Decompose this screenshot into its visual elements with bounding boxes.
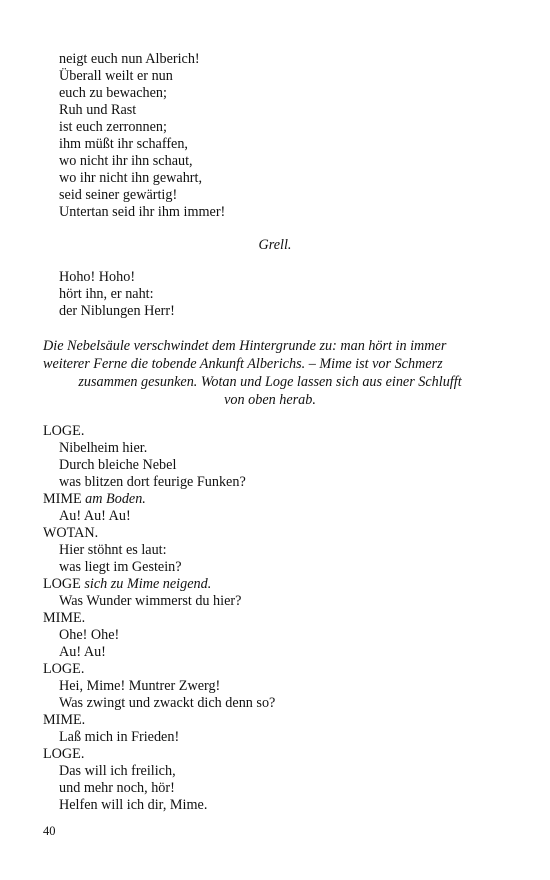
verse-line: ist euch zerronnen; xyxy=(59,119,167,135)
speaker-heading xyxy=(43,491,146,508)
speaker-name: LOGE xyxy=(43,576,81,592)
speaker-name: LOGE. xyxy=(43,661,85,677)
verse-line: Was Wunder wimmerst du hier? xyxy=(59,593,242,609)
verse-line: Au! Au! Au! xyxy=(59,508,131,524)
verse-line: Hei, Mime! Muntrer Zwerg! xyxy=(59,678,221,694)
verse-line: hört ihn, er naht: xyxy=(59,286,154,302)
verse-line: Laß mich in Frieden! xyxy=(59,729,180,745)
stage-direction-line: von oben herab. xyxy=(224,392,316,408)
verse-line: was blitzen dort feurige Funken? xyxy=(59,474,246,490)
speaker-name: LOGE. xyxy=(43,423,85,439)
grell-direction: Grell. xyxy=(258,237,292,253)
verse-line: Überall weilt er nun xyxy=(59,68,173,84)
stage-direction-line: Die Nebelsäule verschwindet dem Hintergrunde zu: man hört in immer xyxy=(43,338,447,354)
page-number: 40 xyxy=(43,824,56,838)
stage-direction-line: zusammen gesunken. Wotan und Loge lassen sich aus einer Schlufft xyxy=(78,374,462,390)
speaker-heading xyxy=(43,576,211,593)
verse-line: der Niblungen Herr! xyxy=(59,303,175,319)
speaker-name: MIME. xyxy=(43,610,86,626)
speaker-note: am Boden. xyxy=(85,491,146,507)
verse-line: Hoho! Hoho! xyxy=(59,269,136,285)
verse-line: Durch bleiche Nebel xyxy=(59,457,177,473)
verse-line: wo ihr nicht ihn gewahrt, xyxy=(59,170,203,186)
speaker-name: LOGE. xyxy=(43,746,85,762)
verse-line: was liegt im Gestein? xyxy=(59,559,182,575)
verse-line: Au! Au! xyxy=(59,644,106,660)
verse-line: Ohe! Ohe! xyxy=(59,627,120,643)
verse-line: Ruh und Rast xyxy=(59,102,137,118)
verse-line: Helfen will ich dir, Mime. xyxy=(59,797,208,813)
verse-line: Was zwingt und zwackt dich denn so? xyxy=(59,695,276,711)
speaker-note: sich zu Mime neigend. xyxy=(84,576,212,592)
verse-line: neigt euch nun Alberich! xyxy=(59,51,200,67)
verse-line: Nibelheim hier. xyxy=(59,440,148,456)
speaker-name: MIME xyxy=(43,491,82,507)
verse-line: euch zu bewachen; xyxy=(59,85,167,101)
verse-line: Hier stöhnt es laut: xyxy=(59,542,167,558)
speaker-name: MIME. xyxy=(43,712,86,728)
verse-line: ihm müßt ihr schaffen, xyxy=(59,136,188,152)
verse-line: Untertan seid ihr ihm immer! xyxy=(59,204,226,220)
verse-line: seid seiner gewärtig! xyxy=(59,187,178,203)
speaker-name: WOTAN. xyxy=(43,525,99,541)
verse-line: und mehr noch, hör! xyxy=(59,780,175,796)
verse-line: Das will ich freilich, xyxy=(59,763,176,779)
verse-line: wo nicht ihr ihn schaut, xyxy=(59,153,193,169)
stage-direction-line: weiterer Ferne die tobende Ankunft Alberichs. – Mime ist vor Schmerz xyxy=(43,356,443,372)
